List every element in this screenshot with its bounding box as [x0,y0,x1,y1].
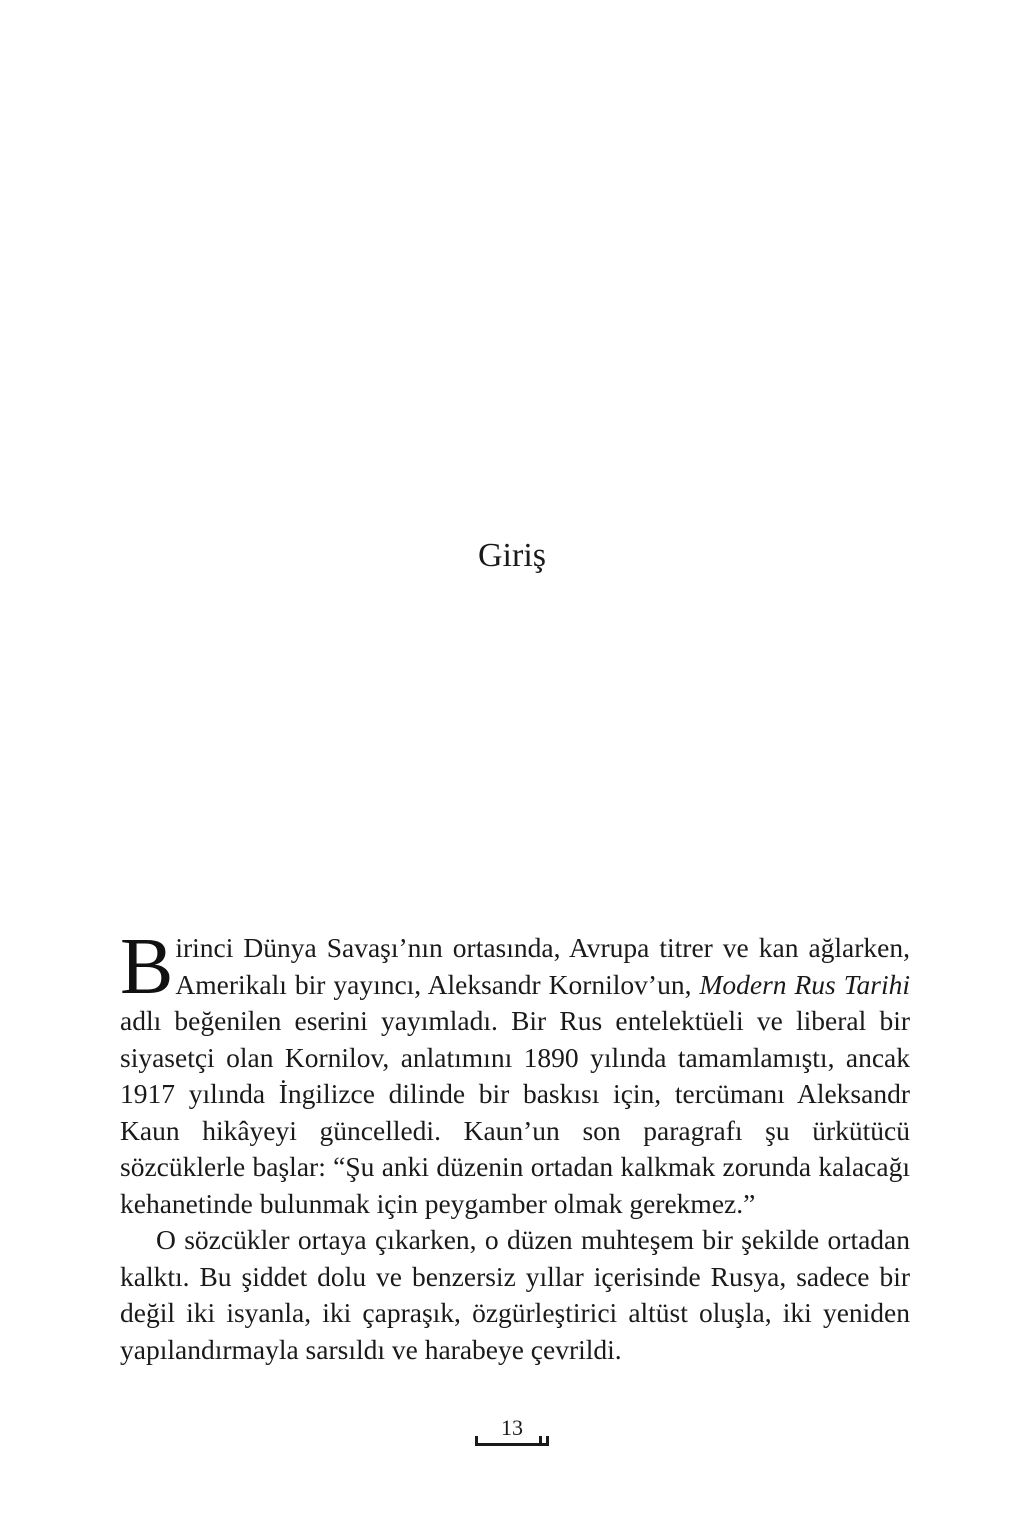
paragraph-2: O sözcükler ortaya çıkarken, o düzen muhteşem bir şekilde ortadan kalktı. Bu şiddet dolu ve benzersiz yıllar içerisinde Rusya, sadece bir değil iki isyanla, iki çapraşık, özgürleştirici altüst oluşla, iki yeniden yapılandırmayla sarsıldı ve harabeye çevrildi. [120,1224,910,1365]
chapter-title: Giriş [478,537,546,574]
book-title-italic: Modern Rus Tarihi [699,968,910,1000]
paragraph-1-text-a: irinci Dünya Savaşı’nın ortasında, Avrupa titrer ve kan ağlarken, Amerikalı bir yayıncı, Aleksandr Kornilov’un, [175,932,910,1000]
page-footer [0,1416,1024,1446]
body-text [120,923,910,1368]
paragraph-1-text-b: adlı beğenilen eserini yayımladı. Bir Rus entelektüeli ve liberal bir siyasetçi olan Kornilov, anlatımını 1890 yılında tamamlamıştı, ancak 1917 yılında İngilizce dilinde bir baskısı için, tercümanı Aleksandr Kaun hikâyeyi güncelledi. Kaun’un son paragrafı şu ürkütücü sözcüklerle başlar: “Şu anki düzenin ortadan kalkmak zorunda kalacağı kehanetinde bulunmak için peygamber olmak gerekmez.” [120,1005,910,1219]
page-number-bracket [475,1416,549,1446]
bracket-tick-right [546,1436,549,1446]
page-number: 13 [501,1415,523,1440]
paragraph-1 [120,923,910,1222]
drop-cap: B [120,923,174,1011]
